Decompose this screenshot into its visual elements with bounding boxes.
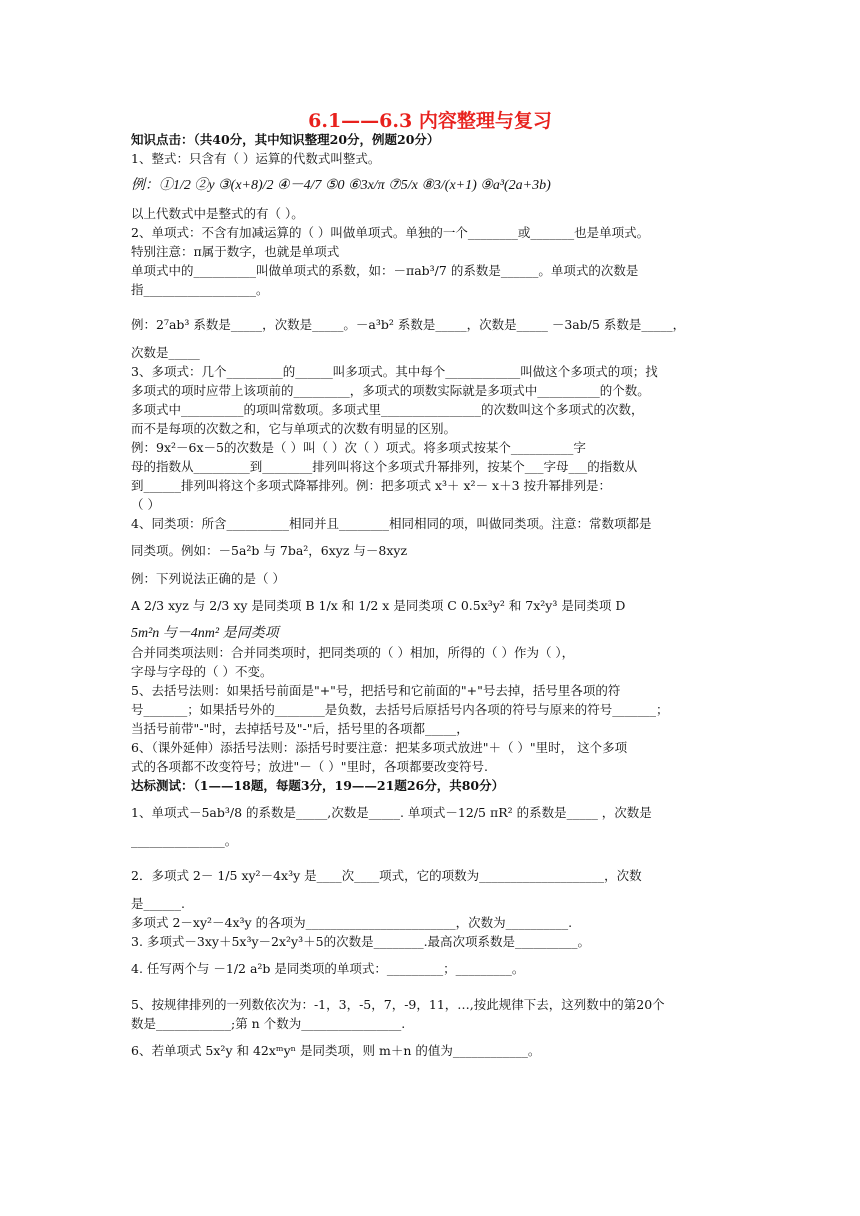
- text-line: 号_______；如果括号外的________是负数，去括号后原括号内各项的符号与原来的符号_______；: [131, 702, 669, 717]
- text-line: 多项式中__________的项叫常数项。多项式里________________的次数叫这个多项式的次数，: [131, 402, 644, 417]
- text-line: 以上代数式中是整式的有（ ）。: [131, 206, 304, 221]
- text-line: 2、单项式：不含有加减运算的（ ）叫做单项式。单独的一个________或_______也是单项式。: [131, 225, 650, 240]
- text-line: _______________。: [131, 833, 238, 848]
- text-line: 例：下列说法正确的是（ ）: [131, 571, 285, 586]
- text-line: 数是____________;第 n 个数为________________.: [131, 1016, 406, 1031]
- text-line: 母的指数从_________到________排列叫将这个多项式升幂排列，按某个___字母___的指数从: [131, 459, 638, 474]
- text-line: 同类项。例如：－5a²b 与 7ba²，6xyz 与－8xyz: [131, 543, 408, 558]
- text-line: 4、同类项：所含__________相同并且________相同相同的项，叫做同类项。注意：常数项都是: [131, 516, 652, 531]
- text-line: 3、多项式：几个_________的______叫多项式。其中每个____________叫做这个多项式的项；找: [131, 364, 658, 379]
- line-spacer: [131, 299, 734, 307]
- text-line: 当括号前带"-"时，去掉括号及"-"后，括号里的各项都_____，: [131, 721, 469, 736]
- text-line: 字母与字母的（ ）不变。: [131, 664, 273, 679]
- text-line: 5m²n 与－4nm² 是同类项: [131, 626, 279, 641]
- text-line: 5、去括号法则：如果括号前面是"+"号，把括号和它前面的"+"号去掉，括号里各项的符: [131, 683, 621, 698]
- text-line: 1、整式：只含有（ ）运算的代数式叫整式。: [131, 151, 381, 166]
- text-line: 单项式中的__________叫做单项式的系数，如：－πab³/7 的系数是______。单项式的次数是: [131, 263, 639, 278]
- page-title: 6.1——6.3 内容整理与复习: [308, 110, 552, 132]
- text-line: 式的各项都不改变符号；放进"－（ ）"里时，各项都要改变符号.: [131, 759, 488, 774]
- document-body: [131, 130, 734, 1069]
- text-line: 知识点击：（共40分，其中知识整理20分，例题20分）: [131, 132, 440, 147]
- line-spacer: [131, 987, 734, 995]
- text-line: 2．多项式 2－ 1/5 xy²－4x³y 是____次____项式，它的项数为____________________，次数: [131, 868, 642, 883]
- text-line: 例：9x²－6x－5的次数是（ ）叫（ ）次（ ）项式。将多项式按某个__________字: [131, 440, 586, 455]
- text-line: A 2/3 xyz 与 2/3 xy 是同类项 B 1/x 和 1/2 x 是同类项 C 0.5x³y² 和 7x²y³ 是同类项 D: [131, 598, 626, 613]
- text-line: 4. 任写两个与 －1/2 a²b 是同类项的单项式：_________；_________。: [131, 961, 525, 976]
- text-line: 合并同类项法则：合并同类项时，把同类项的（ ）相加，所得的（ ）作为（ ），: [131, 645, 575, 660]
- text-line: 1、单项式－5ab³/8 的系数是_____,次数是_____. 单项式－12/5 πR² 的系数是_____ ，次数是: [131, 805, 652, 820]
- text-line: 5、按规律排列的一列数依次为：-1，3，-5，7，-9，11，…,按此规律下去，这列数中的第20个: [131, 997, 665, 1012]
- text-line: 达标测试：（1——18题，每题3分，19——21题26分，共80分）: [131, 778, 505, 793]
- text-line: 到______排列叫将这个多项式降幂排列。例：把多项式 x³＋ x²－ x＋3 按升幂排列是：: [131, 478, 612, 493]
- text-line: 3. 多项式－3xy＋5x³y－2x²y³＋5的次数是________.最高次项系数是__________。: [131, 934, 591, 949]
- text-line: 6、（课外延伸）添括号法则：添括号时要注意：把某多项式放进"＋（ ）"里时， 这个多项: [131, 740, 628, 755]
- text-line: （ ）: [131, 497, 160, 512]
- text-line: 次数是_____: [131, 345, 200, 360]
- text-line: 特别注意：π属于数字，也就是单项式: [131, 244, 340, 259]
- text-line: 例：①1/2 ②y ③(x+8)/2 ④－4/7 ⑤0 ⑥3x/π ⑦5/x ⑧3/(x+1) ⑨a³(2a+3b): [131, 178, 551, 193]
- text-line: 而不是每项的次数之和，它与单项式的次数有明显的区别。: [131, 421, 457, 436]
- text-line: 例：2⁷ab³ 系数是_____，次数是_____。－a³b² 系数是_____，次数是_____ －3ab/5 系数是_____，: [131, 317, 686, 332]
- line-spacer: [131, 850, 734, 858]
- text-line: 多项式 2－xy²－4x³y 的各项为________________________，次数为__________.: [131, 915, 573, 930]
- text-line: 6、若单项式 5x²y 和 42xᵐyⁿ 是同类项，则 m＋n 的值为____________。: [131, 1043, 541, 1058]
- text-line: 是______.: [131, 896, 185, 911]
- text-line: 指__________________。: [131, 282, 269, 297]
- text-line: 多项式的项时应带上该项前的_________，多项式的项数实际就是多项式中__________的个数。: [131, 383, 650, 398]
